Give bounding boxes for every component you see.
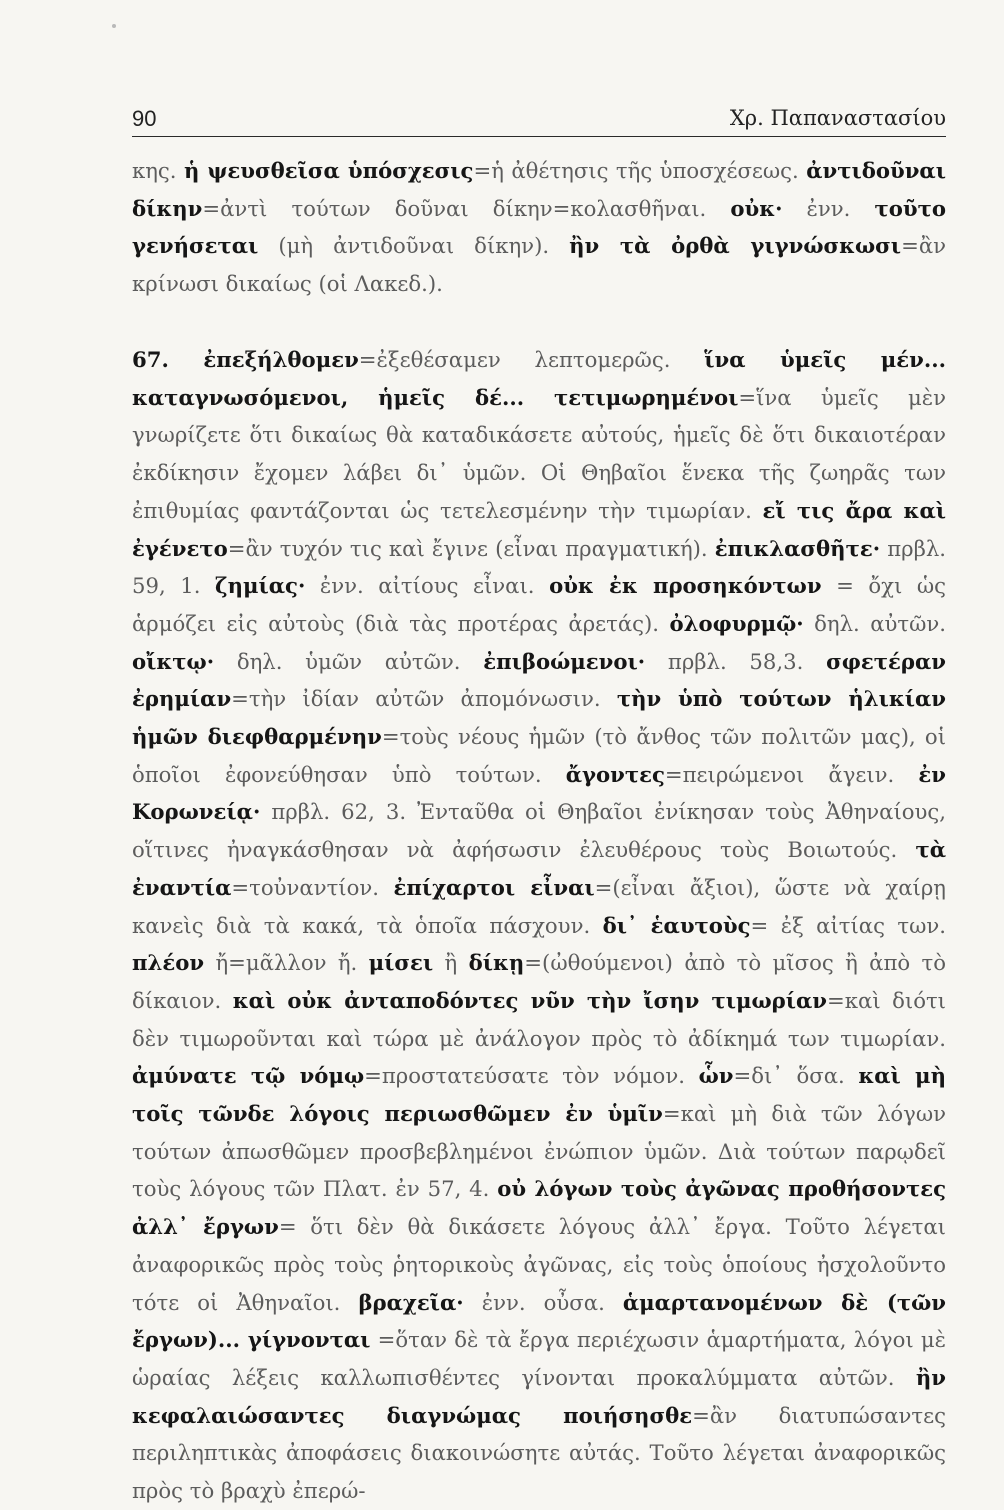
lemma-text: ἢν τὰ ὀρθὰ γιγνώσκωσι	[569, 233, 902, 259]
lemma-text: ζημίας·	[215, 573, 306, 599]
lemma-text: ἡ ψευσθεῖσα ὑπόσχεσις	[183, 158, 474, 183]
lemma-text: ἐπιβοώμενοι·	[483, 648, 646, 674]
lemma-text: βραχεῖα·	[358, 1289, 464, 1315]
gloss-text: =ὅταν δὲ τὰ ἔργα περιέχωσιν ἁμαρτήματα, λόγοι μὲ ὡραίας λέξεις καλλωπισθέντες γίνονται προκαλύμματα αὐτῶν.	[132, 1327, 947, 1390]
gloss-text: =τὴν ἰδίαν αὐτῶν ἀπομόνωσιν.	[231, 686, 617, 712]
scan-speck	[112, 24, 116, 28]
lemma-text: ἐπικλασθῆτε·	[714, 535, 881, 561]
lemma-text: ἀμύνατε τῷ νόμῳ	[132, 1063, 365, 1089]
gloss-text: = ὄχι ὡς ἁρμόζει εἰς αὐτοὺς (διὰ τὰς προτέρας ἀρετάς).	[132, 573, 947, 636]
gloss-text: κης.	[132, 158, 184, 183]
lemma-text: ἐν Κορωνείᾳ·	[132, 761, 946, 825]
gloss-text: =πειρώμενοι ἄγειν.	[664, 761, 919, 787]
lemma-text: ἀντιδοῦναι δίκην	[132, 158, 946, 221]
gloss-text: δηλ. αὐτῶν.	[803, 610, 946, 636]
gloss-text: =τοὐναντίον.	[231, 874, 394, 900]
gloss-text: δηλ. ὑμῶν αὐτῶν.	[214, 648, 484, 674]
lemma-text: ἐπίχαρτοι εἶναι	[393, 874, 595, 900]
lemma-text: οὐ λόγων τοὺς ἀγῶνας προθήσοντες ἀλλ᾽ ἔργων	[132, 1176, 946, 1240]
gloss-text: ἐνν. οὖσα.	[463, 1289, 623, 1315]
lemma-text: ὀλοφυρμῷ·	[669, 610, 804, 636]
lemma-text: ἄγοντες	[565, 761, 665, 787]
lemma-text: τοῦτο γενήσεται	[132, 195, 946, 259]
lemma-text: εἴ τις ἄρα καὶ ἐγένετο	[132, 497, 946, 561]
gloss-text: =ἂν τυχόν τις καὶ ἔγινε (εἶναι πραγματική).	[227, 535, 715, 561]
gloss-text: =ἐξεθέσαμεν λεπτομερῶς.	[358, 347, 705, 372]
gloss-text: =ἀντὶ τούτων δοῦναι δίκην=κολασθῆναι.	[202, 195, 731, 221]
lemma-text: σφετέραν ἐρημίαν	[132, 648, 946, 712]
gloss-text: =τοὺς νέους ἡμῶν (τὸ ἄνθος τῶν πολιτῶν μας), οἱ ὁποῖοι ἐφονεύθησαν ὑπὸ τούτων.	[132, 724, 946, 787]
gloss-text: = ἐξ αἰτίας των.	[750, 912, 947, 938]
lemma-text: μίσει	[368, 950, 434, 976]
gloss-text: =ἂν κρίνωσι δικαίως (οἱ Λακεδ.).	[132, 233, 947, 297]
gloss-text: =δι᾽ ὅσα.	[733, 1063, 859, 1089]
gloss-text: =καὶ μὴ διὰ τῶν λόγων τούτων ἀπωσθῶμεν προσβεβλημένοι ἐνώπιον ὑμῶν. Διὰ τούτων παρῳδεῖ τοὺς λόγους τῶν Πλατ. ἐν 57, 4.	[132, 1101, 946, 1202]
gloss-text: ἐνν.	[782, 195, 875, 221]
gloss-text: πρβλ. 58,3.	[645, 648, 827, 674]
lemma-text: ἵνα ὑμεῖς μέν... καταγνωσόμενοι, ἡμεῖς δέ... τετιμωρημένοι	[132, 347, 946, 410]
lemma-text: οἴκτῳ·	[132, 648, 215, 674]
lemma-text: ὧν	[698, 1063, 734, 1089]
lemma-text: ἁμαρτανομένων δὲ (τῶν ἔργων)... γίγνονται	[132, 1289, 947, 1353]
lemma-text: τὴν ὑπὸ τούτων ἡλικίαν ἡμῶν διεφθαρμένην	[132, 686, 947, 750]
lemma-text: πλέον	[132, 950, 205, 976]
lemma-text: τὰ ἐναντία	[132, 837, 946, 900]
lemma-text: δι᾽ ἑαυτοὺς	[602, 912, 751, 938]
lemma-text: οὐκ·	[730, 195, 783, 221]
gloss-text: = ὅτι δὲν θὰ δικάσετε λόγους ἀλλ᾽ ἔργα. Τοῦτο λέγεται ἀναφορικῶς πρὸς τοὺς ῥητορικοὺς ἀγῶνας, εἰς τοὺς ὁποίους ἠσχολοῦντο τότε οἱ Ἀθηναῖοι.	[132, 1214, 946, 1315]
gloss-text: =(εἶναι ἄξιοι), ὥστε νὰ χαίρῃ κανεὶς διὰ τὰ κακά, τὰ ὁποῖα πάσχουν.	[132, 874, 946, 938]
lemma-text: οὐκ ἐκ προσηκόντων	[549, 573, 822, 599]
gloss-text: =ἂν διατυπώσαντες περιληπτικὰς ἀποφάσεις διακοινώσητε αὐτάς. Τοῦτο λέγεται ἀναφορικῶς πρὸς τὸ βραχὺ ἐπερώ-	[132, 1402, 946, 1504]
commentary-paragraph-1	[132, 152, 946, 303]
lemma-text: ἢν κεφαλαιώσαντες διαγνώμας ποιήσησθε	[132, 1364, 946, 1428]
page-header	[132, 100, 946, 137]
running-head-author: Χρ. Παπαναστασίου	[729, 106, 946, 130]
lemma-text: καὶ μὴ τοῖς τῶνδε λόγοις περιωσθῶμεν ἐν ὑμῖν	[132, 1063, 946, 1127]
page-number: 90	[132, 106, 157, 131]
gloss-text: =ἡ ἀθέτησις τῆς ὑποσχέσεως.	[473, 158, 807, 183]
gloss-text: ἐνν. αἰτίους εἶναι.	[305, 573, 550, 599]
lemma-text: καὶ οὐκ ἀνταποδόντες νῦν τὴν ἴσην τιμωρίαν	[232, 987, 828, 1013]
commentary-paragraph-2	[132, 341, 946, 1510]
gloss-text: =(ὠθούμενοι) ἀπὸ τὸ μῖσος ἢ ἀπὸ τὸ δίκαιον.	[132, 950, 946, 1013]
gloss-text: πρβλ. 59, 1.	[132, 535, 946, 599]
gloss-text: =προστατεύσατε τὸν νόμον.	[364, 1063, 699, 1089]
gloss-text: πρβλ. 62, 3. Ἐνταῦθα οἱ Θηβαῖοι ἐνίκησαν τοὺς Ἀθηναίους, οἵτινες ἠναγκάσθησαν νὰ ἀφήσωσιν ἐλευθέρους τοὺς Βοιωτούς.	[132, 799, 946, 863]
gloss-text: ἢ	[433, 950, 469, 976]
gloss-text: (μὴ ἀντιδοῦναι δίκην).	[258, 233, 570, 259]
lemma-text: 67. ἐπεξήλθομεν	[132, 347, 359, 372]
gloss-text: =ἵνα ὑμεῖς μὲν γνωρίζετε ὅτι δικαίως θὰ καταδικάσετε αὐτούς, ἡμεῖς δὲ ὅτι δικαιοτέραν ἐκδίκησιν ἔχομεν λάβει δι᾽ ὑμῶν. Οἱ Θηβαῖοι ἕνεκα τῆς ζωηρᾶς των ἐπιθυμίας φαντάζονται ὡς τετελεσμένην τὴν τιμωρίαν.	[132, 384, 946, 523]
gloss-text: =καὶ διότι δὲν τιμωροῦνται καὶ τώρα μὲ ἀνάλογον πρὸς τὸ ἀδίκημά των τιμωρίαν.	[132, 987, 946, 1051]
lemma-text: δίκῃ	[468, 950, 525, 976]
gloss-text: ἤ=μᾶλλον ἤ.	[204, 950, 369, 976]
